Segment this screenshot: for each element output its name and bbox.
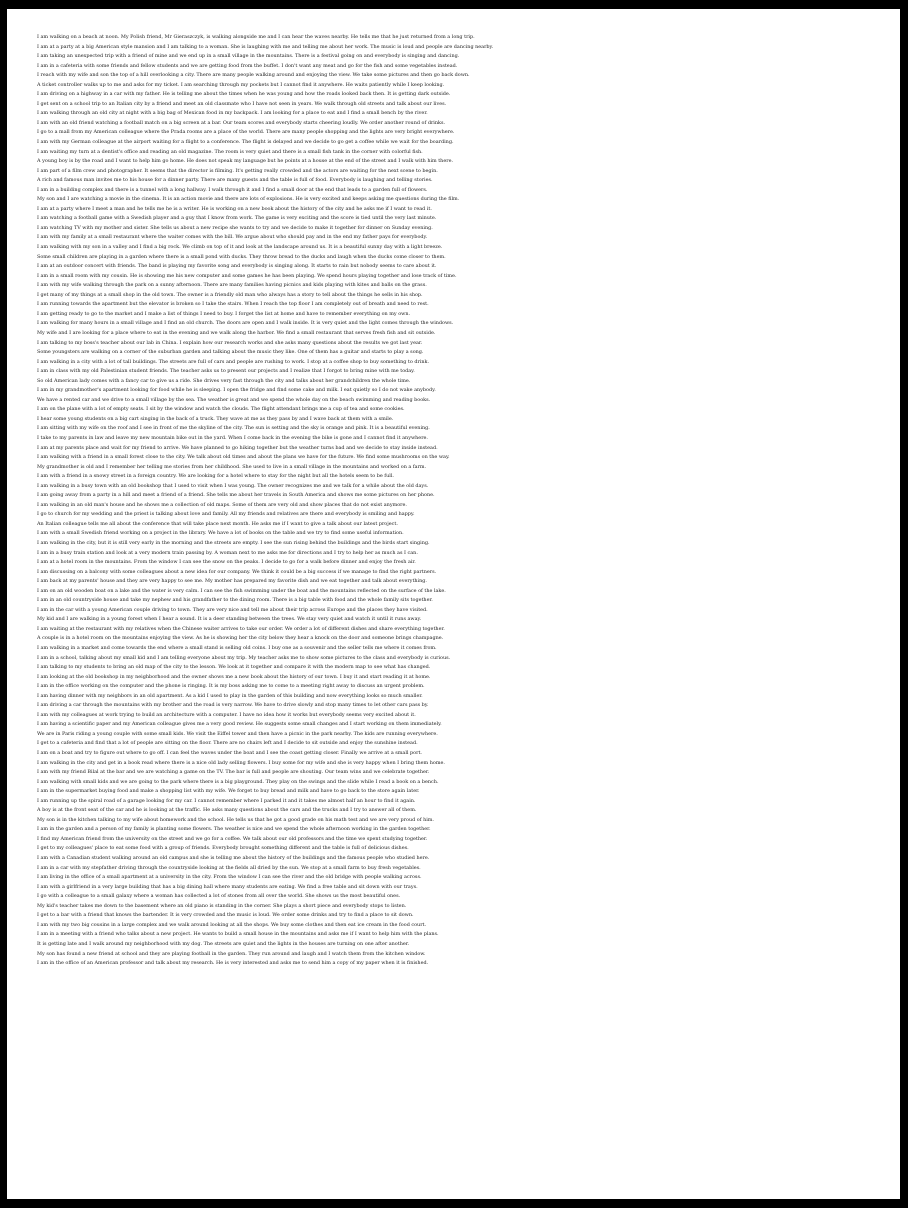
- text-line: I am in a school, talking about my small kid and I am telling everyone about my trip. My teacher asks me to show some pictures to the class and everybody is curious.: [37, 654, 451, 661]
- text-line: I am in an old countryside house and take my nephew and his grandfather to the dining room. There is a big table with food and the whole family sits together.: [37, 597, 433, 604]
- text-line: I am sitting with my wife on the roof and I see in front of me the skyline of the city. The sun is setting and the sky is orange and pink. It is a beautiful evening.: [37, 425, 430, 432]
- text-line: My grandmother is old and I remember her telling me stories from her childhood. She used to live in a small village in the mountains and worked on a farm.: [37, 463, 427, 470]
- text-line: I am with my colleagues at work trying to build an architecture with a computer. I have no idea how it works but everybody seems very excited about it.: [37, 711, 416, 718]
- text-line: I hear some young students on a big cart singing in the back of a truck. They wave at me as they pass by and I wave back at them with a smile.: [37, 415, 394, 422]
- text-line: A ticket controller walks up to me and asks for my ticket. I am searching through my pockets but I cannot find it anywhere. He waits patiently while I keep looking.: [37, 81, 445, 88]
- text-line: I am at a party where I meet a man and he tells me he is a writer. He is working on a new book about the history of the city and he asks me if I want to read it.: [37, 205, 432, 212]
- text-line: I am walking in a market and come towards the end where a small stand is selling old coins. I buy one as a souvenir and the seller tells me where it comes from.: [37, 645, 437, 651]
- text-line: I am walking for many hours in a small village and I find an old church. The doors are open and I walk inside. It is very quiet and the light comes through the windows.: [37, 320, 454, 327]
- text-line: I reach with my wife and son the top of a hill overlooking a city. There are many people walking around and enjoying the view. We take some pictures and then go back down.: [37, 72, 470, 79]
- text-line: I am running up the spiral road of a garage looking for my car. I cannot remember where I parked it and it takes me almost half an hour to find it again.: [37, 797, 416, 804]
- text-line: I am with a friend in a snowy street in a foreign country. We are looking for a hotel where to stay for the night but all the hotels seem to be full.: [37, 473, 394, 480]
- text-line: I am looking at the old bookshop in my neighborhood and the owner shows me a new book about the history of our town. I buy it and start reading it at home.: [37, 673, 431, 680]
- text-line: I am with a girlfriend in a very large building that has a big dining hall where many students are eating. We find a free table and sit down with our trays.: [37, 883, 418, 890]
- text-line: I am in the supermarket buying food and make a shopping list with my wife. We forget to buy bread and milk and have to go back to the store again later.: [37, 788, 420, 795]
- text-line: I am taking an unexpected trip with a friend of mine and we end up in a small village in the mountains. There is a festival going on and everybody is singing and dancing.: [37, 53, 460, 60]
- text-line: I am having a scientific paper and my American colleague gives me a very good review. He suggests some small changes and I start working on them immediately.: [37, 721, 442, 728]
- text-line: I am with an old friend watching a football match on a big screen at a bar. Our team scores and everybody starts cheering loudly. We order another round of drinks.: [37, 119, 446, 126]
- text-line: I am watching a football game with a Swedish player and a guy that I know from work. The game is very exciting and the score is tied until the very last minute.: [37, 215, 437, 222]
- text-line: A couple is in a hotel room on the mountains enjoying the view. As he is showing her the city below they hear a knock on the door and someone brings champagne.: [37, 635, 444, 642]
- text-line: I am in a small room with my cousin. He is showing me his new computer and some games he has been playing. We spend hours playing together and lose track of time.: [37, 272, 457, 279]
- text-line: I am in a busy train station and look at a very modern train passing by. A woman next to me asks me for directions and I try to help her as much as I can.: [37, 549, 418, 556]
- text-line: I am walking in a city with a lot of tall buildings. The streets are full of cars and people are rushing to work. I stop at a coffee shop to buy something to drink.: [37, 358, 430, 365]
- text-line: My son has found a new friend at school and they are playing football in the garden. They run around and laugh and I watch them from the kitchen window.: [37, 950, 426, 957]
- text-line: I am on the plane with a lot of empty seats. I sit by the window and watch the clouds. The flight attendant brings me a cup of tea and some cookies.: [37, 406, 405, 413]
- text-line: I take to my parents in law and leave my new mountain bike out in the yard. When I come back in the evening the bike is gone and I cannot find it anywhere.: [37, 434, 428, 441]
- text-line: I am back at my parents' house and they are very happy to see me. My mother has prepared my favorite dish and we eat together and talk about everything.: [37, 578, 427, 585]
- text-line: I am with my family at a small restaurant where the waiter comes with the bill. We argue about who should pay and in the end my father pays for everybody.: [37, 234, 428, 241]
- text-line: Some youngsters are walking on a corner of the suburban garden and talking about the music they like. One of them has a guitar and starts to play a song.: [37, 349, 424, 356]
- text-line: My wife and I are looking for a place where to eat in the evening and we walk along the harbor. We find a small restaurant that serves fresh fish and sit outside.: [37, 329, 436, 336]
- text-line: I am in the garden and a person of my family is planting some flowers. The weather is nice and we spend the whole afternoon working in the garden together.: [37, 826, 431, 833]
- text-line: I am getting ready to go to the market and I make a list of things I need to buy. I forget the list at home and have to remember everything on my own.: [37, 310, 411, 317]
- text-line: I am driving on a highway in a car with my father. He is telling me about the times when he was young and how the roads looked back then. It is getting dark outside.: [37, 91, 451, 98]
- document-page: [7, 9, 900, 1199]
- text-line: I go to a mall from my American colleague where the Prada rooms are a place of the world. There are many people shopping and the lights are very bright everywhere.: [37, 129, 455, 136]
- text-line: I am in a building complex and there is a tunnel with a long hallway. I walk through it and I find a small door at the end that leads to a garden full of flowers.: [37, 186, 428, 193]
- text-line: I am walking on a beach at noon. My Polish friend, Mr Gieraszczyk, is walking alongside me and I can hear the waves nearby. He tells me that he just returned from a long trip.: [37, 34, 475, 40]
- text-line: I am walking through an old city at night with a big bag of Mexican food in my backpack. I am looking for a place to eat and I find a small bench by the river.: [37, 110, 428, 117]
- text-line: I am in the office of an American professor and talk about my research. He is very interested and asks me to send him a copy of my paper when it is finished.: [37, 960, 429, 967]
- text-line: I get to a bar with a friend that knows the bartender. It is very crowded and the music is loud. We order some drinks and try to find a place to sit down.: [37, 912, 414, 919]
- text-line: I go to church for my wedding and the priest is talking about love and family. All my friends and relatives are there and everybody is smiling and happy.: [37, 511, 415, 518]
- text-line: I am in the office working on the computer and the phone is ringing. It is my boss asking me to come to a meeting right away to discuss an urgent problem.: [37, 683, 425, 690]
- text-line: I am walking with my son in a valley and I find a big rock. We climb on top of it and look at the landscape around us. It is a beautiful sunny day with a light breeze.: [37, 244, 443, 251]
- text-line: An Italian colleague tells me all about the conference that will take place next month. He asks me if I want to give a talk about our latest project.: [37, 520, 398, 527]
- text-line: I get to a cafeteria and find that a lot of people are sitting on the floor. There are no chairs left and I decide to sit outside and enjoy the sunshine instead.: [37, 740, 418, 747]
- text-line: A boy is at the front seat of the car and he is looking at the traffic. He asks many questions about the cars and the trucks and I try to answer all of them.: [37, 807, 417, 814]
- text-line: I am in a car with my stepfather driving through the countryside looking at the fields all dried by the sun. We stop at a small farm to buy fresh vegetables.: [37, 864, 421, 871]
- text-lines: [37, 33, 872, 969]
- text-line: We are in Paris riding a young couple with some small kids. We visit the Eiffel tower and then have a picnic in the park nearby. The kids are running everywhere.: [37, 730, 438, 737]
- text-line: I am walking in an old man's house and he shows me a collection of old maps. Some of them are very old and show places that do not exist anymore.: [37, 501, 407, 508]
- text-line: I am discussing on a balcony with some colleagues about a new idea for our company. We think it could be a big success if we manage to find the right partners.: [37, 568, 437, 575]
- text-line: I am walking in the city, but it is still very early in the morning and the streets are empty. I see the sun rising behind the buildings and the birds start singing.: [37, 539, 430, 546]
- text-line: I am walking in the city and get in a book read where there is a nice old lady selling flowers. I buy some for my wife and she is very happy when I bring them home.: [37, 759, 445, 766]
- text-line: I am at a hotel room in the mountains. From the window I can see the snow on the peaks. I decide to go for a walk before dinner and enjoy the fresh air.: [37, 559, 416, 566]
- text-line: I am at an outdoor concert with friends. The band is playing my favorite song and everybody is singing along. It starts to rain but nobody seems to care about it.: [37, 263, 437, 270]
- text-line: I am in class with my old Palestinian student friends. The teacher asks us to present our projects and I realize that I forgot to bring mine with me today.: [37, 368, 415, 375]
- text-line: I am in a meeting with a friend who talks about a new project. He wants to build a small house in the mountains and asks me if I want to help him with the plans.: [37, 931, 439, 938]
- text-line: I am at a party at a big American style mansion and I am talking to a woman. She is laughing with me and telling me about her work. The music is loud and people are dancing nearby.: [37, 43, 494, 50]
- text-line: My son and I are watching a movie in the cinema. It is an action movie and there are lots of explosions. He is very excited and keeps asking me questions during the film.: [37, 196, 460, 203]
- text-line: I get many of my things at a small shop in the old town. The owner is a friendly old man who always has a story to tell about the things he sells in his shop.: [37, 291, 423, 298]
- text-line: I am in a cafeteria with some friends and fellow students and we are getting food from the buffet. I don't want any meat and go for the fish and some vegetables instead.: [37, 62, 458, 69]
- text-line: I am in my grandmother's apartment looking for food while he is sleeping. I open the fridge and find some cake and milk. I eat quietly so I do not wake anybody.: [37, 387, 436, 394]
- text-line: I am going away from a party in a hill and meet a friend of a friend. She tells me about her travels in South America and shows me some pictures on her phone.: [37, 492, 435, 499]
- text-line: I get sent on a school trip to an Italian city by a friend and meet an old classmate who I have not seen in years. We walk through old streets and talk about our lives.: [37, 100, 447, 107]
- text-line: I am with my German colleague at the airport waiting for a flight to a conference. The flight is delayed and we decide to go get a coffee while we wait for the boarding.: [37, 139, 454, 146]
- text-line: I am talking to my students to bring an old map of the city to the lesson. We look at it together and compare it with the modern map to see what has changed.: [37, 664, 431, 671]
- text-line: I am with my wife walking through the park on a sunny afternoon. There are many families having picnics and kids playing with kites and balls on the grass.: [37, 282, 427, 289]
- text-line: A rich and famous man invites me to his house for a dinner party. There are many guests and the table is full of food. Everybody is laughing and telling stories.: [37, 177, 433, 184]
- text-line: I am with a small Swedish friend working on a project in the library. We have a lot of books on the table and we try to find some useful information.: [37, 530, 404, 537]
- text-line: I find my American friend from the university on the street and we go for a coffee. We talk about our old professors and the time we spent studying together.: [37, 835, 428, 842]
- text-line: I am on a boat and try to figure out where to go off. I can feel the waves under the boat and I see the coast getting closer. Finally we arrive at a small port.: [37, 750, 422, 757]
- text-line: I go with a colleague to a small galaxy where a woman has collected a lot of stones from all over the world. She shows us the most beautiful ones.: [37, 893, 401, 900]
- text-line: I am with my friend Bilal at the bar and we are watching a game on the TV. The bar is full and people are shouting. Our team wins and we celebrate together.: [37, 769, 430, 776]
- text-line: I am on an old wooden boat on a lake and the water is very calm. I can see the fish swimming under the boat and the mountains reflected on the surface of the lake.: [37, 587, 446, 594]
- text-line: I am walking in a busy town with an old bookshop that I used to visit when I was young. The owner recognizes me and we talk for a while about the old days.: [37, 482, 429, 489]
- text-line: I get to my colleagues' place to eat some food with a group of friends. Everybody brought something different and the table is full of delicious dishes.: [37, 845, 409, 852]
- text-line: My kid's teacher takes me down to the basement where an old piano is standing in the corner. She plays a short piece and everybody stops to listen.: [37, 902, 407, 909]
- text-line: We have a rented car and we drive to a small village by the sea. The weather is great and we spend the whole day on the beach swimming and reading books.: [37, 396, 431, 403]
- text-line: I am part of a film crew and photographer. It seems that the director is filming. It's getting really crowded and the actors are waiting for the next scene to begin.: [37, 167, 438, 174]
- text-line: I am with my two big cousins in a large complex and we walk around looking at all the shops. We buy some clothes and then eat ice cream in the food court.: [37, 921, 427, 928]
- text-line: I am waiting my turn at a dentist's office and reading an old magazine. The room is very quiet and there is a small fish tank in the corner with colorful fish.: [37, 148, 423, 155]
- text-line: I am walking with small kids and we are going to the park where there is a big playground. They play on the swings and the slide while I read a book on a bench.: [37, 778, 439, 785]
- text-line: I am at my parents place and wait for my friend to arrive. We have planned to go hiking together but the weather turns bad and we decide to stay inside instead.: [37, 444, 438, 451]
- text-line: I am watching TV with my mother and sister. She tells us about a new recipe she wants to try and we decide to make it together for dinner on Sunday evening.: [37, 224, 433, 231]
- text-line: I am running towards the apartment but the elevator is broken so I take the stairs. When I reach the top floor I am completely out of breath and need to rest.: [37, 301, 429, 308]
- text-line: So old American lady comes with a fancy car to give us a ride. She drives very fast through the city and talks about her grandchildren the whole time.: [37, 377, 411, 384]
- text-line: A young boy is by the road and I want to help him go home. He does not speak my language but he points at a house at the end of the street and I walk with him there.: [37, 158, 454, 165]
- text-line: I am living in the office of a small apartment at a university in the city. From the window I can see the river and the old bridge with people walking across.: [37, 874, 422, 881]
- text-line: I am having dinner with my neighbors in an old apartment. As a kid I used to play in the garden of this building and now everything looks so much smaller.: [37, 692, 423, 699]
- text-line: I am with a Canadian student walking around an old campus and she is telling me about the history of the buildings and the famous people who studied here.: [37, 855, 430, 862]
- text-line: My son is in the kitchen talking to my wife about homework and the school. He tells us that he got a good grade on his math test and we are very proud of him.: [37, 816, 434, 823]
- text-line: I am waiting at the restaurant with my relatives when the Chinese waiter arrives to take our order. We order a lot of different dishes and share everything together.: [37, 625, 445, 632]
- text-line: I am driving a car through the mountains with my brother and the road is very narrow. We have to drive slowly and stop many times to let other cars pass by.: [37, 702, 429, 709]
- text-line: Some small children are playing in a garden where there is a small pond with ducks. They throw bread to the ducks and laugh when the ducks come closer to them.: [37, 253, 446, 260]
- text-line: My kid and I are walking in a young forest when I hear a sound. It is a deer standing between the trees. We stay very quiet and watch it until it runs away.: [37, 616, 422, 623]
- text-line: I am talking to my boss's teacher about our lab in China. I explain how our research works and she asks many questions about the results we got last year.: [37, 339, 423, 346]
- text-line: I am in the car with a young American couple driving to town. They are very nice and tell me about their trip across Europe and the places they have visited.: [37, 606, 428, 613]
- text-line: I am walking with a friend in a small forest close to the city. We talk about old times and about the plans we have for the future. We find some mushrooms on the way.: [37, 454, 450, 461]
- text-line: It is getting late and I walk around my neighborhood with my dog. The streets are quiet and the lights in the houses are turning on one after another.: [37, 940, 410, 947]
